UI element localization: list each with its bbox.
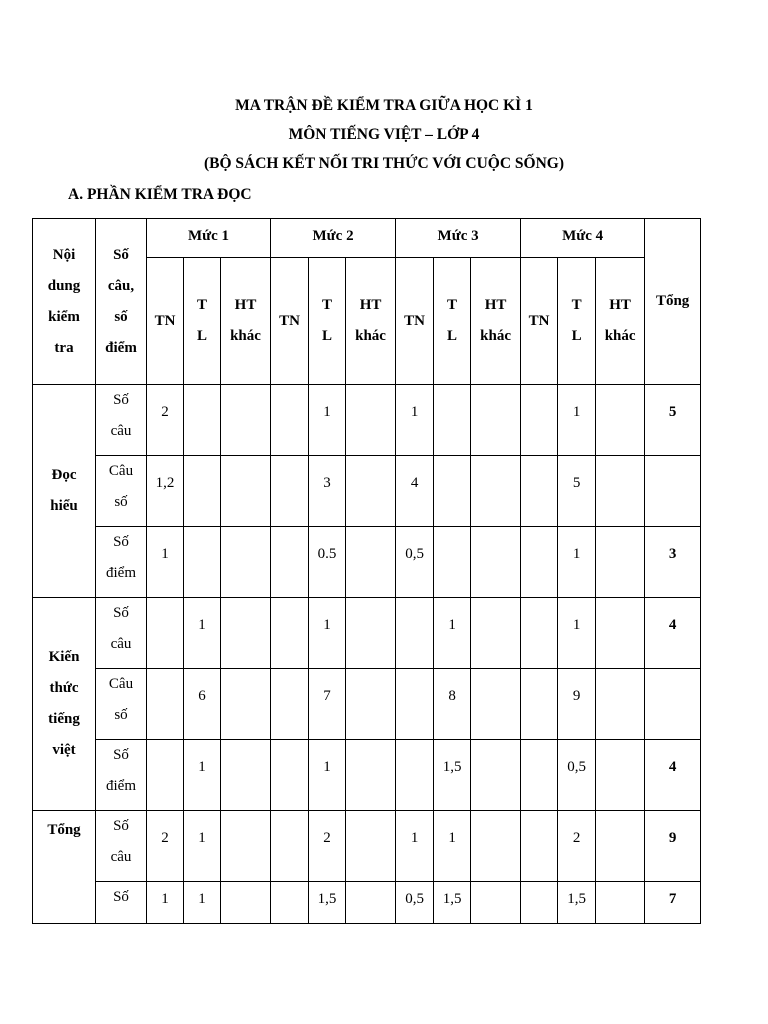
table-row [33,811,701,882]
cell [271,669,309,740]
table-row [33,527,701,598]
header-content-line: Nội [52,246,76,263]
row-label-line: Câu [108,676,134,692]
title-line-1: MA TRẬN ĐỀ KIỂM TRA GIỮA HỌC KÌ 1 [235,97,533,114]
cell: 1 [184,740,221,811]
row-label-cau-so [96,456,147,527]
cell [596,527,645,598]
header-ht-line: khác [604,328,636,344]
cell [596,385,645,456]
header-ht-line: khác [480,328,511,344]
cell [396,669,434,740]
row-label-line: Số [113,392,129,408]
cell: 1 [147,527,184,598]
header-tl-line: L [571,328,582,344]
row-label-line: điểm [106,565,136,581]
row-label-so-cau [96,598,147,669]
header-tl-line: T [447,297,458,313]
header-content-line: dung [47,277,81,294]
cell [471,811,521,882]
cell: 0,5 [396,882,434,924]
category-line: việt [52,742,76,758]
category-line: tiếng [48,711,80,727]
cell [221,527,271,598]
row-label-line: câu [110,423,132,439]
header-content [33,219,96,385]
title-line-2: MÔN TIẾNG VIỆT – LỚP 4 [288,126,480,143]
header-count-line: câu, [107,277,135,294]
cell [596,740,645,811]
cell: 8 [434,669,471,740]
row-label-line: Câu [108,463,134,479]
cell: 1,5 [434,882,471,924]
cell [471,527,521,598]
category-line: Đọc [51,467,77,483]
cell: 1 [147,882,184,924]
row-label-so-cau [96,385,147,456]
header-ht [346,258,396,385]
cell [346,882,396,924]
cell [521,669,558,740]
category-line: thức [49,680,79,696]
cell: 2 [558,811,596,882]
cell: 1 [309,740,346,811]
cell [596,882,645,924]
cell [346,740,396,811]
cell [221,740,271,811]
cell: 0.5 [309,527,346,598]
cell [521,527,558,598]
cell [521,882,558,924]
cell [147,740,184,811]
cell [396,740,434,811]
cell-total: 4 [645,740,701,811]
cell: 9 [558,669,596,740]
table-row [33,385,701,456]
cell [221,456,271,527]
cell: 1 [558,385,596,456]
row-label-line: số [114,707,128,723]
cell: 2 [309,811,346,882]
header-ht [596,258,645,385]
header-level-2: Mức 2 [271,219,396,258]
cell: 1 [396,385,434,456]
cell [434,527,471,598]
header-level-1: Mức 1 [147,219,271,258]
header-tl-line: T [196,297,207,313]
header-tl-line: T [571,297,582,313]
row-label-line: câu [110,849,132,865]
cell: 1,2 [147,456,184,527]
cell [271,598,309,669]
cell-total: 9 [645,811,701,882]
cell [221,598,271,669]
cell [221,811,271,882]
cell [346,811,396,882]
cell: 4 [396,456,434,527]
cell [271,811,309,882]
section-title: A. PHẦN KIỂM TRA ĐỌC [68,186,252,203]
header-ht [471,258,521,385]
header-tl [558,258,596,385]
header-tn: TN [396,258,434,385]
cell: 5 [558,456,596,527]
cell: 0,5 [396,527,434,598]
header-ht-line: khác [230,328,261,344]
cell: 1,5 [434,740,471,811]
cell [521,811,558,882]
cell [184,456,221,527]
cell [471,882,521,924]
cell-total: 4 [645,598,701,669]
header-tl-line: L [322,328,333,344]
cell [596,598,645,669]
cell [596,811,645,882]
header-tl-line: L [196,328,207,344]
row-label-so-diem [96,740,147,811]
row-label-line: câu [110,636,132,652]
cell [221,669,271,740]
category-line: Kiến [48,649,80,665]
row-label-line: Số [113,747,129,763]
header-tl [309,258,346,385]
cell: 1 [558,527,596,598]
cell [221,385,271,456]
cell: 1,5 [558,882,596,924]
cell [221,882,271,924]
cell [271,882,309,924]
cell [521,456,558,527]
title-line-3: (BỘ SÁCH KẾT NỐI TRI THỨC VỚI CUỘC SỐNG) [203,155,564,172]
table-row [33,598,701,669]
row-label-line: Số [113,534,129,550]
category-tong: Tổng [33,811,96,924]
cell: 6 [184,669,221,740]
header-ht-line: HT [234,297,257,313]
cell [521,598,558,669]
header-count [96,219,147,385]
cell [271,456,309,527]
header-tl-line: L [447,328,458,344]
cell: 0,5 [558,740,596,811]
cell [596,669,645,740]
cell: 1 [309,385,346,456]
cell: 1 [434,811,471,882]
cell [147,598,184,669]
cell: 3 [309,456,346,527]
row-label-so-cau [96,811,147,882]
cell [184,385,221,456]
category-doc-hieu [33,385,96,598]
cell-total: 7 [645,882,701,924]
cell [147,669,184,740]
cell: 1 [396,811,434,882]
cell [346,527,396,598]
table-row [33,669,701,740]
cell: 2 [147,811,184,882]
cell [596,456,645,527]
header-ht-line: khác [355,328,386,344]
cell [434,385,471,456]
cell: 1,5 [309,882,346,924]
cell [346,669,396,740]
table-row [33,740,701,811]
cell [471,385,521,456]
cell [521,740,558,811]
cell: 1 [434,598,471,669]
cell [434,456,471,527]
cell [346,598,396,669]
cell: 1 [309,598,346,669]
cell-total: 5 [645,385,701,456]
header-content-line: tra [54,339,74,356]
cell [471,669,521,740]
cell: 7 [309,669,346,740]
cell [184,527,221,598]
row-label-so: Số [96,882,147,924]
table-row [33,456,701,527]
header-level-3: Mức 3 [396,219,521,258]
header-ht-line: HT [484,297,507,313]
cell: 2 [147,385,184,456]
test-matrix-table [32,218,701,924]
cell-total [645,456,701,527]
header-total: Tổng [645,219,701,385]
header-tl [434,258,471,385]
header-tn: TN [147,258,184,385]
row-label-line: số [114,494,128,510]
cell [271,740,309,811]
cell [346,456,396,527]
cell [271,527,309,598]
cell-total: 3 [645,527,701,598]
cell: 1 [184,598,221,669]
row-label-cau-so [96,669,147,740]
header-tn: TN [271,258,309,385]
header-ht-line: HT [609,297,631,313]
cell [521,385,558,456]
cell [471,598,521,669]
cell: 1 [184,811,221,882]
header-level-4: Mức 4 [521,219,645,258]
cell-total [645,669,701,740]
category-line: hiểu [50,498,78,514]
cell: 1 [558,598,596,669]
header-row-levels [33,219,701,258]
header-count-line: Số [113,246,129,263]
cell [471,740,521,811]
cell: 1 [184,882,221,924]
row-label-line: Số [113,605,129,621]
header-tn: TN [521,258,558,385]
header-tl-line: T [322,297,333,313]
document-titles [0,91,768,178]
header-ht [221,258,271,385]
header-tl [184,258,221,385]
cell [471,456,521,527]
category-kien-thuc-tieng-viet [33,598,96,811]
cell [396,598,434,669]
header-count-line: số [114,308,128,325]
cell [271,385,309,456]
header-content-line: kiểm [48,308,80,325]
header-ht-line: HT [359,297,382,313]
row-label-line: điểm [106,778,136,794]
row-label-so-diem [96,527,147,598]
header-count-line: điểm [105,339,137,356]
table-row [33,882,701,924]
cell [346,385,396,456]
row-label-line: Số [113,818,129,834]
